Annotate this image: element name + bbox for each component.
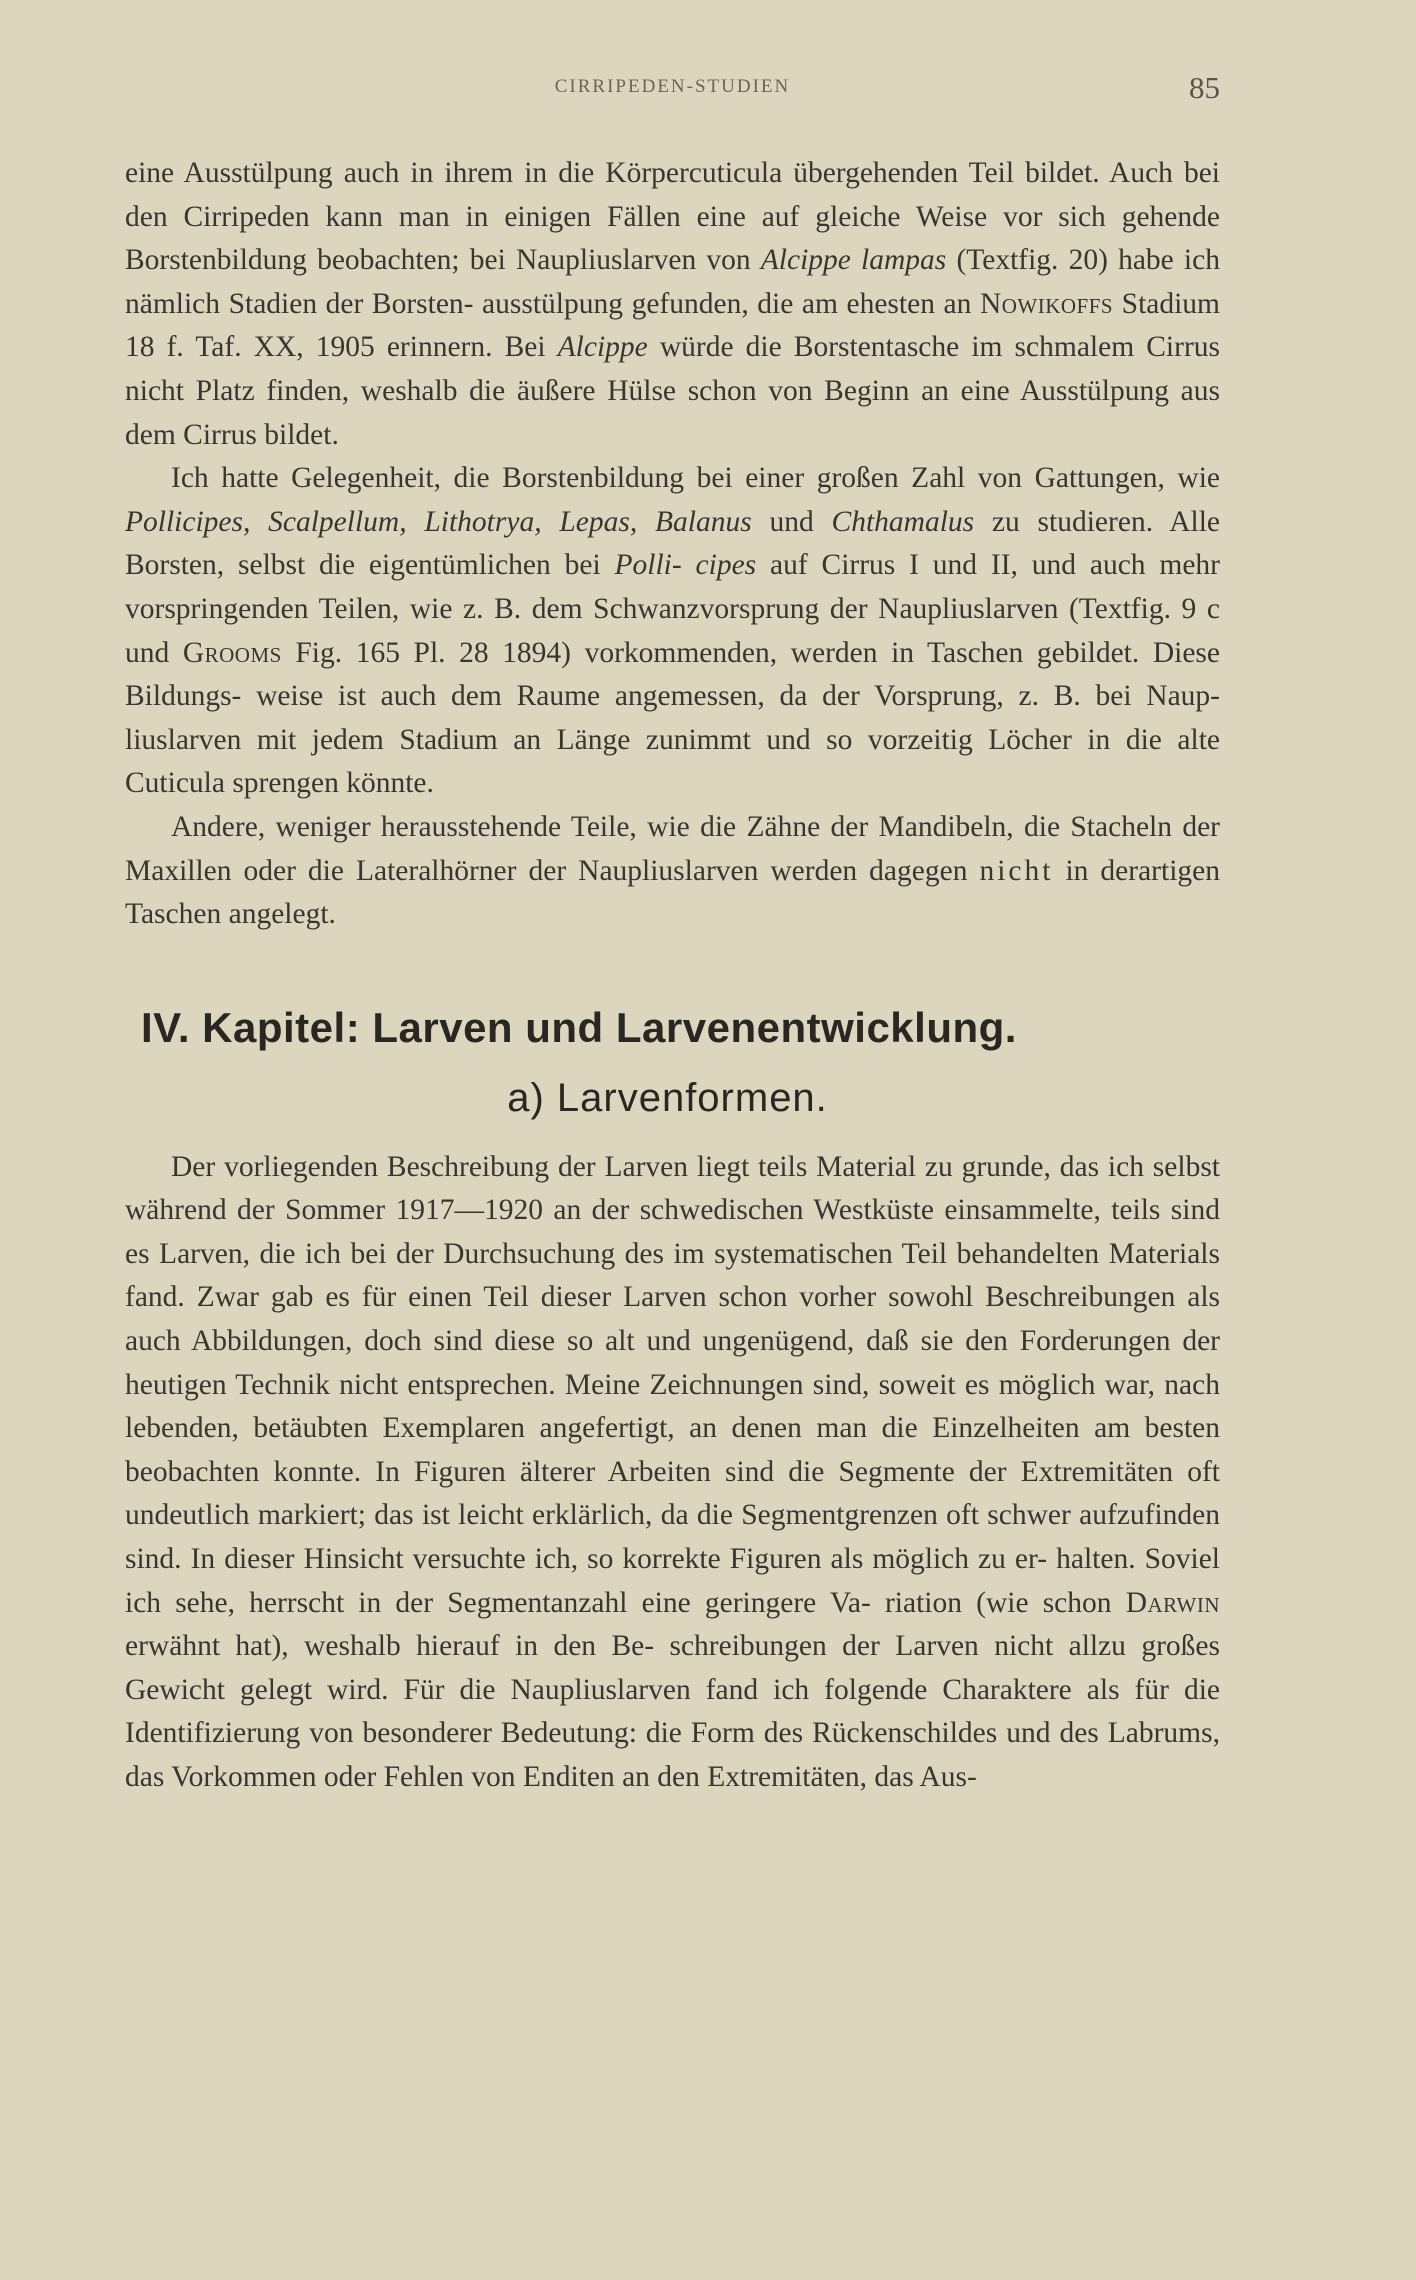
emphasis: nicht [979,854,1054,887]
page-number: 85 [1189,70,1220,105]
author-name: Darwin [1125,1586,1220,1619]
genus-name: Chthamalus [831,505,975,538]
species-name: Alcippe lampas [760,244,947,277]
paragraph-larval-material: Der vorliegenden Beschreibung der Larven liegt teils Material zu grunde, das ich selbst während der Sommer 1917—1920 an der schwedischen Westküste einsammelte, teils sind es Larven, die ich bei der Durchsuchung des im systematischen Teil behandelten Materials fand. Zwar gab es für einen Teil dieser Larven schon vorher sowohl Beschreibungen als auch Abbildungen, doch sind diese so alt und ungenügend, daß sie den Forderungen der heutigen Technik nicht entsprechen. Meine Zeichnungen sind, soweit es möglich war, nach lebenden, betäubten Exemplaren angefertigt, an denen man die Einzelheiten am besten beobachten konnte. In Figuren älterer Arbeiten sind die Segmente der Extremitäten oft undeutlich markiert; das ist leicht erklärlich, da die Segmentgrenzen oft schwer aufzufinden sind. In dieser Hinsicht versuchte ich, so korrekte Figuren als möglich zu er- halten. Soviel ich sehe, herrscht in der Segmentanzahl eine geringere Va- riation (wie schon Darwin erwähnt hat), weshalb hierauf in den Be- schreibungen der Larven nicht allzu großes Gewicht gelegt wird. Für die Naupliuslarven fand ich folgende Charaktere als für die Identifizierung von besonderer Bedeutung: die Form des Rückenschildes und des Labrums, das Vorkommen oder Fehlen von Enditen an den Extremitäten, das Aus- [125,1150,1220,1793]
genus-name: Alcippe [557,331,648,364]
body-text [125,152,1220,1800]
author-name: Grooms [182,636,282,669]
section-heading: a) Larvenformen. [507,1075,828,1120]
chapter-heading: IV. Kapitel: Larven und Larvenentwicklung. [141,1003,1017,1051]
paragraph-other-parts: Andere, weniger herausstehende Teile, wie die Zähne der Mandibeln, die Stacheln der Maxillen oder die Lateralhörner der Naupliuslarven werden dagegen nicht in derartigen Taschen angelegt. [125,810,1220,931]
author-name: Nowikoffs [979,287,1114,320]
page-header [125,70,1220,110]
genus-list: Pollicipes, Scalpellum, Lithotrya, Lepas, Balanus [125,505,752,538]
running-head: CIRRIPEDEN-STUDIEN [554,76,791,97]
paragraph-genera-study: Ich hatte Gelegenheit, die Borstenbildung bei einer großen Zahl von Gattungen, wie Pollicipes, Scalpellum, Lithotrya, Lepas, Balanus und Chthamalus zu studieren. Alle Borsten, selbst die eigentümlichen bei Polli- cipes auf Cirrus I und II, und auch mehr vorspringenden Teilen, wie z. B. dem Schwanzvorsprung der Naupliuslarven (Textfig. 9 c und Grooms Fig. 165 Pl. 28 1894) vorkommenden, werden in Taschen gebildet. Diese Bildungs- weise ist auch dem Raume angemessen, da der Vorsprung, z. B. bei Naup- liuslarven mit jedem Stadium an Länge zunimmt und so vorzeitig Löcher in die alte Cuticula sprengen könnte. [125,462,1221,800]
genus-name: Polli- cipes [614,549,757,582]
paragraph-bristle-formation: eine Ausstülpung auch in ihrem in die Körpercuticula übergehenden Teil bildet. Auch bei den Cirripeden kann man in einigen Fällen eine auf gleiche Weise vor sich gehende Borstenbildung beobachten; bei Naupliuslarven von Alcippe lampas (Textfig. 20) habe ich nämlich Stadien der Borsten- ausstülpung gefunden, die am ehesten an Nowikoffs Stadium 18 f. Taf. XX, 1905 erinnern. Bei Alcippe würde die Borstentasche im schmalem Cirrus nicht Platz finden, weshalb die äußere Hülse schon von Beginn an eine Ausstülpung aus dem Cirrus bildet. [125,157,1221,451]
